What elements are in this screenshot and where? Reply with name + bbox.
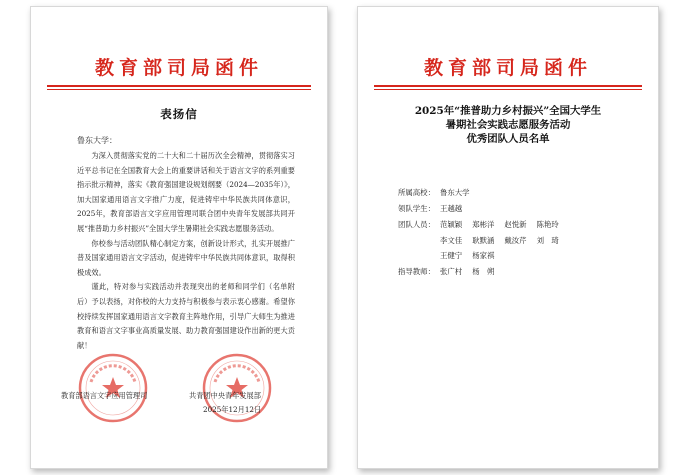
school-label: 所属高校： [398, 188, 435, 197]
letterhead-rule-top [47, 85, 311, 87]
members-label: 团队人员： [398, 220, 435, 229]
advisor-name: 杨 朔 [472, 267, 495, 276]
letterhead-title: 教育部司局函件 [423, 57, 592, 79]
letterhead-rule-bottom [47, 89, 311, 90]
roster-title-line: 2025年“推普助力乡村振兴”全国大学生 [414, 105, 602, 117]
member-name: 王健宁 [440, 251, 463, 260]
members-list [440, 217, 640, 264]
letter-date: 2025年12月12日 [203, 405, 262, 414]
roster-advisors-row [398, 264, 494, 280]
roster-members-row [398, 217, 440, 233]
member-name: 戴汝芹 [504, 235, 527, 245]
letterhead-rule-top [374, 85, 642, 87]
member-name: 刘 琦 [536, 235, 559, 245]
letter-paragraph: 你校参与活动团队精心制定方案，创新设计形式，扎实开展推广普及国家通用语言文字活动，促进铸牢中华民族共同体意识，取得积极成效。 [77, 238, 295, 277]
letter-paragraph: 谨此，特对参与实践活动并表现突出的老师和同学们（名单附后）予以表扬，对你校的大力支持与积极参与表示衷心感谢。希望你校持续发挥国家通用语言文字教育主阵地作用，引导广大师生为推进教育和语言文字事业高质量发展、助力教育强国建设作出新的更大贡献！ [77, 282, 295, 350]
member-name: 耿默涵 [472, 235, 495, 245]
member-name: 赵悦新 [504, 220, 527, 229]
member-name: 杨家祺 [472, 251, 495, 260]
roster-school-row [398, 185, 470, 201]
member-name: 陈艳玲 [536, 220, 559, 229]
commendation-letter-page [30, 6, 328, 469]
signature-left: 教育部语言文字应用管理司 [61, 391, 148, 400]
advisors-label: 指导教师： [398, 267, 435, 276]
letterhead-title: 教育部司局函件 [94, 57, 263, 79]
roster-title-line: 暑期社会实践志愿服务活动 [445, 118, 571, 131]
letter-body [77, 149, 295, 353]
leader-label: 领队学生： [398, 204, 435, 213]
member-name: 郑彬洋 [472, 220, 495, 229]
leader-value: 王越越 [440, 204, 463, 213]
letter-title: 表扬信 [160, 107, 198, 121]
letter-salutation: 鲁东大学： [77, 136, 117, 145]
roster-leader-row [398, 201, 462, 217]
letterhead-rule-bottom [374, 89, 642, 90]
team-roster-page [357, 6, 659, 469]
roster-title-line: 优秀团队人员名单 [466, 132, 550, 145]
official-seal-left-icon [77, 352, 149, 424]
advisor-name: 张广村 [440, 267, 463, 276]
letter-paragraph: 为深入贯彻落实党的二十大和二十届历次全会精神，贯彻落实习近平总书记在全国教育大会上的重要讲话和关于语言文字的系列重要指示批示精神，落实《教育强国建设规划纲要（2024—2035年）》，加大国家通用语言文字推广力度，促进铸牢中华民族共同体意识，2025年，教育部语言文字应用管理司联合团中央青年发展部共同开展“推普助力乡村振兴”全国大学生暑期社会实践志愿服务活动。 [77, 151, 295, 233]
member-name: 李文佳 [440, 235, 463, 245]
member-name: 范颖颖 [440, 220, 463, 229]
school-value: 鲁东大学 [440, 188, 470, 197]
roster-title [378, 105, 638, 146]
signature-right: 共青团中央青年发展部 [189, 391, 261, 400]
